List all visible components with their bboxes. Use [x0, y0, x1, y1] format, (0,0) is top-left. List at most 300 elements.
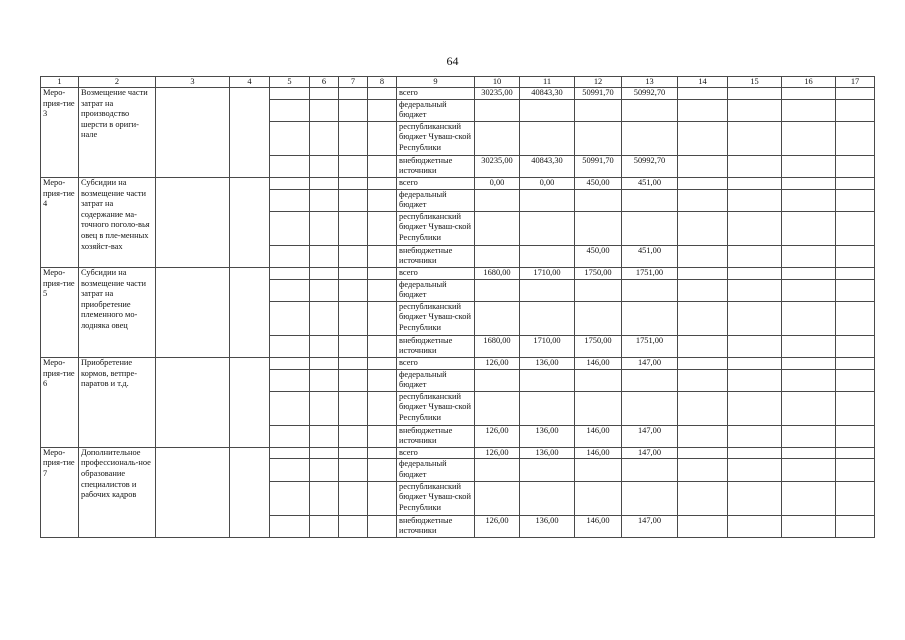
funding-source: всего [397, 267, 475, 279]
funding-source: всего [397, 88, 475, 100]
empty-cell [782, 211, 836, 245]
value-col-11: 136,00 [520, 357, 575, 369]
value-col-12: 1750,00 [575, 335, 622, 357]
value-col-11 [520, 245, 575, 267]
empty-cell [339, 391, 368, 425]
value-col-11: 136,00 [520, 515, 575, 537]
value-col-11 [520, 189, 575, 211]
empty-cell [678, 189, 728, 211]
value-col-13: 147,00 [622, 447, 678, 459]
empty-cell [368, 335, 397, 357]
empty-cell [836, 481, 875, 515]
empty-cell [270, 335, 310, 357]
empty-cell [836, 391, 875, 425]
empty-cell [782, 391, 836, 425]
empty-cell [368, 155, 397, 177]
header-row [41, 77, 875, 88]
empty-cell [339, 121, 368, 155]
value-col-12: 450,00 [575, 245, 622, 267]
empty-cell [230, 357, 270, 447]
header-cell: 4 [230, 77, 270, 88]
measure-title: Приобретение кормов, ветпре-паратов и т.д. [79, 357, 156, 447]
empty-cell [368, 425, 397, 447]
funding-source: внебюджетные источники [397, 515, 475, 537]
value-col-11: 0,00 [520, 177, 575, 189]
value-col-12: 146,00 [575, 447, 622, 459]
empty-cell [270, 99, 310, 121]
value-col-13: 451,00 [622, 177, 678, 189]
value-col-11 [520, 369, 575, 391]
empty-cell [782, 425, 836, 447]
empty-cell [836, 335, 875, 357]
value-col-13 [622, 481, 678, 515]
header-cell: 15 [728, 77, 782, 88]
empty-cell [728, 177, 782, 189]
measure-label: Меро-прия-тие 4 [41, 177, 79, 267]
empty-cell [836, 357, 875, 369]
empty-cell [678, 155, 728, 177]
header-cell: 13 [622, 77, 678, 88]
value-col-10 [475, 369, 520, 391]
measure-title: Субсидии на возмещение части затрат на содержание ма-точного поголо-вья овец в пле-менных хозяйст-вах [79, 177, 156, 267]
empty-cell [270, 121, 310, 155]
value-col-13 [622, 459, 678, 481]
header-cell: 3 [156, 77, 230, 88]
empty-cell [310, 335, 339, 357]
empty-cell [678, 459, 728, 481]
empty-cell [728, 515, 782, 537]
budget-table [40, 76, 875, 538]
empty-cell [270, 155, 310, 177]
empty-cell [310, 267, 339, 279]
value-col-10 [475, 459, 520, 481]
empty-cell [728, 335, 782, 357]
empty-cell [156, 357, 230, 447]
funding-source: всего [397, 357, 475, 369]
value-col-12: 146,00 [575, 425, 622, 447]
empty-cell [728, 391, 782, 425]
empty-cell [836, 155, 875, 177]
empty-cell [339, 335, 368, 357]
empty-cell [156, 177, 230, 267]
value-col-11 [520, 459, 575, 481]
empty-cell [156, 447, 230, 537]
value-col-13 [622, 189, 678, 211]
empty-cell [339, 88, 368, 100]
value-col-13: 1751,00 [622, 335, 678, 357]
empty-cell [368, 121, 397, 155]
empty-cell [270, 515, 310, 537]
value-col-10 [475, 121, 520, 155]
value-col-12: 450,00 [575, 177, 622, 189]
empty-cell [368, 245, 397, 267]
empty-cell [270, 88, 310, 100]
empty-cell [728, 121, 782, 155]
value-col-12: 146,00 [575, 357, 622, 369]
value-col-12 [575, 211, 622, 245]
empty-cell [368, 447, 397, 459]
empty-cell [368, 301, 397, 335]
funding-source: республиканский бюджет Чуваш-ской Республики [397, 301, 475, 335]
value-col-13 [622, 121, 678, 155]
empty-cell [678, 177, 728, 189]
value-col-12: 146,00 [575, 515, 622, 537]
empty-cell [270, 245, 310, 267]
value-col-13 [622, 211, 678, 245]
value-col-13 [622, 301, 678, 335]
empty-cell [836, 211, 875, 245]
empty-cell [728, 189, 782, 211]
empty-cell [836, 99, 875, 121]
empty-cell [678, 357, 728, 369]
empty-cell [836, 245, 875, 267]
empty-cell [156, 88, 230, 178]
header-cell: 10 [475, 77, 520, 88]
empty-cell [678, 425, 728, 447]
empty-cell [678, 369, 728, 391]
header-cell: 5 [270, 77, 310, 88]
empty-cell [310, 369, 339, 391]
empty-cell [310, 211, 339, 245]
empty-cell [339, 211, 368, 245]
value-col-12 [575, 391, 622, 425]
empty-cell [310, 245, 339, 267]
empty-cell [310, 155, 339, 177]
table-row [41, 88, 875, 100]
value-col-10: 30235,00 [475, 155, 520, 177]
empty-cell [270, 425, 310, 447]
value-col-10 [475, 211, 520, 245]
measure-label: Меро-прия-тие 6 [41, 357, 79, 447]
empty-cell [678, 481, 728, 515]
empty-cell [728, 481, 782, 515]
table-row [41, 177, 875, 189]
empty-cell [728, 369, 782, 391]
empty-cell [270, 459, 310, 481]
value-col-10: 126,00 [475, 357, 520, 369]
empty-cell [678, 447, 728, 459]
empty-cell [728, 301, 782, 335]
funding-source: федеральный бюджет [397, 459, 475, 481]
value-col-11 [520, 279, 575, 301]
empty-cell [782, 369, 836, 391]
empty-cell [339, 515, 368, 537]
empty-cell [270, 357, 310, 369]
measure-title: Возмещение части затрат на производство шерсти в ориги-нале [79, 88, 156, 178]
value-col-10: 1680,00 [475, 335, 520, 357]
empty-cell [270, 211, 310, 245]
empty-cell [368, 211, 397, 245]
empty-cell [728, 357, 782, 369]
empty-cell [270, 189, 310, 211]
empty-cell [368, 189, 397, 211]
empty-cell [230, 267, 270, 357]
empty-cell [270, 369, 310, 391]
value-col-13: 147,00 [622, 425, 678, 447]
value-col-13: 451,00 [622, 245, 678, 267]
empty-cell [339, 155, 368, 177]
empty-cell [728, 267, 782, 279]
value-col-13: 50992,70 [622, 155, 678, 177]
funding-source: внебюджетные источники [397, 245, 475, 267]
header-cell: 12 [575, 77, 622, 88]
empty-cell [728, 425, 782, 447]
empty-cell [836, 177, 875, 189]
funding-source: внебюджетные источники [397, 155, 475, 177]
value-col-11 [520, 99, 575, 121]
empty-cell [836, 425, 875, 447]
empty-cell [836, 88, 875, 100]
value-col-11 [520, 301, 575, 335]
header-cell: 1 [41, 77, 79, 88]
funding-source: внебюджетные источники [397, 335, 475, 357]
empty-cell [368, 459, 397, 481]
empty-cell [368, 99, 397, 121]
empty-cell [728, 245, 782, 267]
empty-cell [310, 481, 339, 515]
empty-cell [339, 245, 368, 267]
funding-source: федеральный бюджет [397, 279, 475, 301]
empty-cell [836, 121, 875, 155]
empty-cell [678, 99, 728, 121]
empty-cell [368, 88, 397, 100]
empty-cell [782, 267, 836, 279]
value-col-10: 30235,00 [475, 88, 520, 100]
value-col-12: 50991,70 [575, 88, 622, 100]
value-col-12 [575, 301, 622, 335]
value-col-10 [475, 189, 520, 211]
funding-source: федеральный бюджет [397, 189, 475, 211]
funding-source: всего [397, 177, 475, 189]
empty-cell [230, 447, 270, 537]
empty-cell [728, 155, 782, 177]
empty-cell [339, 369, 368, 391]
empty-cell [368, 267, 397, 279]
value-col-11 [520, 121, 575, 155]
empty-cell [339, 425, 368, 447]
value-col-12 [575, 459, 622, 481]
empty-cell [782, 245, 836, 267]
value-col-11 [520, 391, 575, 425]
empty-cell [339, 99, 368, 121]
empty-cell [270, 447, 310, 459]
header-cell: 6 [310, 77, 339, 88]
empty-cell [339, 447, 368, 459]
header-cell: 16 [782, 77, 836, 88]
value-col-11 [520, 211, 575, 245]
value-col-13: 147,00 [622, 515, 678, 537]
value-col-13 [622, 279, 678, 301]
value-col-12 [575, 369, 622, 391]
empty-cell [836, 301, 875, 335]
empty-cell [368, 357, 397, 369]
empty-cell [678, 267, 728, 279]
empty-cell [782, 515, 836, 537]
empty-cell [310, 425, 339, 447]
empty-cell [270, 481, 310, 515]
value-col-11 [520, 481, 575, 515]
empty-cell [782, 335, 836, 357]
value-col-11: 1710,00 [520, 267, 575, 279]
funding-source: республиканский бюджет Чуваш-ской Республики [397, 391, 475, 425]
empty-cell [310, 459, 339, 481]
empty-cell [678, 245, 728, 267]
empty-cell [782, 481, 836, 515]
empty-cell [782, 99, 836, 121]
empty-cell [728, 99, 782, 121]
empty-cell [310, 177, 339, 189]
empty-cell [368, 279, 397, 301]
value-col-13: 147,00 [622, 357, 678, 369]
empty-cell [368, 391, 397, 425]
value-col-13: 50992,70 [622, 88, 678, 100]
value-col-10 [475, 481, 520, 515]
empty-cell [339, 357, 368, 369]
funding-source: внебюджетные источники [397, 425, 475, 447]
value-col-11: 1710,00 [520, 335, 575, 357]
empty-cell [836, 189, 875, 211]
empty-cell [339, 189, 368, 211]
value-col-13 [622, 369, 678, 391]
empty-cell [270, 279, 310, 301]
empty-cell [310, 301, 339, 335]
funding-source: республиканский бюджет Чуваш-ской Республики [397, 211, 475, 245]
empty-cell [339, 279, 368, 301]
empty-cell [678, 211, 728, 245]
value-col-10 [475, 301, 520, 335]
value-col-11: 136,00 [520, 447, 575, 459]
measure-label: Меро-прия-тие 3 [41, 88, 79, 178]
value-col-12: 1750,00 [575, 267, 622, 279]
empty-cell [678, 515, 728, 537]
empty-cell [339, 459, 368, 481]
table-row [41, 357, 875, 369]
empty-cell [310, 391, 339, 425]
value-col-10 [475, 99, 520, 121]
value-col-11: 136,00 [520, 425, 575, 447]
header-cell: 8 [368, 77, 397, 88]
empty-cell [782, 121, 836, 155]
empty-cell [782, 155, 836, 177]
empty-cell [310, 447, 339, 459]
empty-cell [728, 211, 782, 245]
empty-cell [836, 267, 875, 279]
table-row [41, 267, 875, 279]
value-col-10 [475, 279, 520, 301]
value-col-10: 126,00 [475, 515, 520, 537]
empty-cell [270, 391, 310, 425]
empty-cell [310, 88, 339, 100]
empty-cell [230, 88, 270, 178]
empty-cell [678, 335, 728, 357]
value-col-13: 1751,00 [622, 267, 678, 279]
value-col-12 [575, 481, 622, 515]
measure-label: Меро-прия-тие 7 [41, 447, 79, 537]
value-col-12 [575, 189, 622, 211]
empty-cell [368, 177, 397, 189]
empty-cell [270, 267, 310, 279]
value-col-13 [622, 391, 678, 425]
empty-cell [836, 447, 875, 459]
value-col-10 [475, 391, 520, 425]
table-row [41, 447, 875, 459]
empty-cell [678, 88, 728, 100]
table-body [41, 88, 875, 538]
empty-cell [270, 177, 310, 189]
empty-cell [678, 121, 728, 155]
value-col-12 [575, 99, 622, 121]
value-col-10: 1680,00 [475, 267, 520, 279]
empty-cell [782, 447, 836, 459]
value-col-12: 50991,70 [575, 155, 622, 177]
value-col-10: 126,00 [475, 447, 520, 459]
empty-cell [678, 391, 728, 425]
value-col-13 [622, 99, 678, 121]
funding-source: всего [397, 447, 475, 459]
empty-cell [782, 301, 836, 335]
empty-cell [230, 177, 270, 267]
empty-cell [782, 189, 836, 211]
empty-cell [836, 459, 875, 481]
header-cell: 7 [339, 77, 368, 88]
empty-cell [156, 267, 230, 357]
empty-cell [310, 357, 339, 369]
empty-cell [368, 515, 397, 537]
empty-cell [836, 369, 875, 391]
header-cell: 14 [678, 77, 728, 88]
funding-source: республиканский бюджет Чуваш-ской Республики [397, 481, 475, 515]
empty-cell [782, 459, 836, 481]
value-col-12 [575, 279, 622, 301]
empty-cell [782, 279, 836, 301]
empty-cell [270, 301, 310, 335]
empty-cell [310, 99, 339, 121]
funding-source: республиканский бюджет Чуваш-ской Республики [397, 121, 475, 155]
empty-cell [782, 357, 836, 369]
empty-cell [368, 369, 397, 391]
empty-cell [339, 267, 368, 279]
value-col-10 [475, 245, 520, 267]
page-number: 64 [446, 54, 459, 68]
empty-cell [836, 515, 875, 537]
empty-cell [368, 481, 397, 515]
empty-cell [728, 447, 782, 459]
empty-cell [339, 481, 368, 515]
header-cell: 11 [520, 77, 575, 88]
empty-cell [782, 177, 836, 189]
empty-cell [310, 189, 339, 211]
header-cell: 17 [836, 77, 875, 88]
empty-cell [310, 279, 339, 301]
header-cell: 9 [397, 77, 475, 88]
header-cell: 2 [79, 77, 156, 88]
funding-source: федеральный бюджет [397, 369, 475, 391]
empty-cell [339, 301, 368, 335]
value-col-11: 40843,30 [520, 88, 575, 100]
funding-source: федеральный бюджет [397, 99, 475, 121]
empty-cell [339, 177, 368, 189]
value-col-10: 126,00 [475, 425, 520, 447]
value-col-12 [575, 121, 622, 155]
empty-cell [310, 121, 339, 155]
empty-cell [836, 279, 875, 301]
empty-cell [678, 279, 728, 301]
measure-label: Меро-прия-тие 5 [41, 267, 79, 357]
empty-cell [782, 88, 836, 100]
value-col-11: 40843,30 [520, 155, 575, 177]
empty-cell [310, 515, 339, 537]
measure-title: Субсидии на возмещение части затрат на приобретение племенного мо-лодняка овец [79, 267, 156, 357]
